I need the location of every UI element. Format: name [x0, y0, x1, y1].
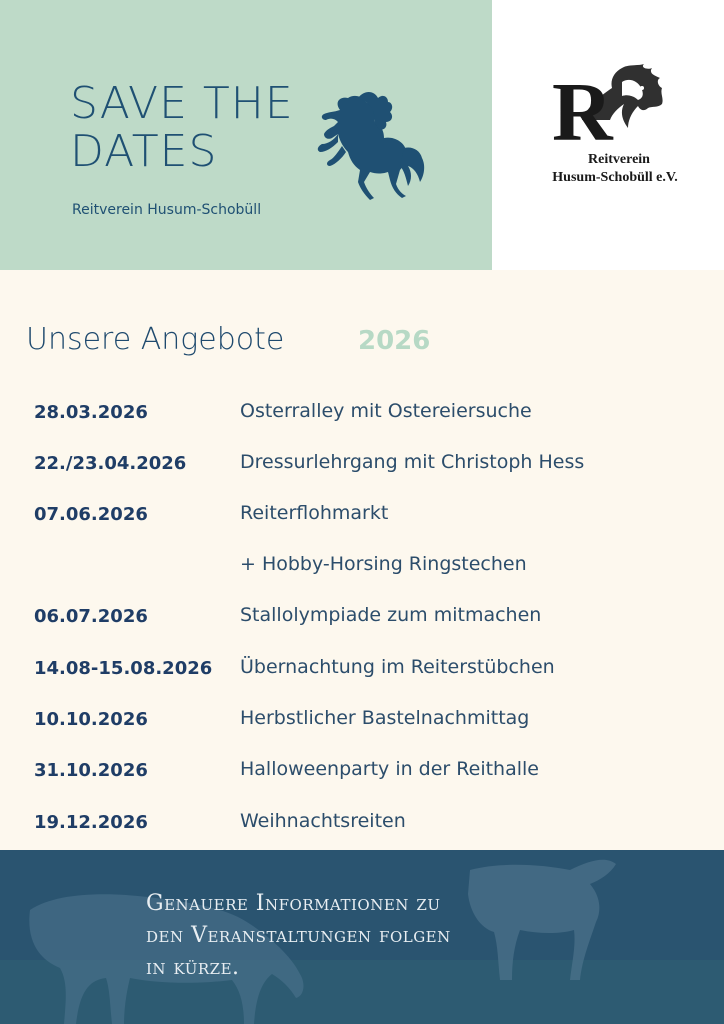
- event-row: [0, 656, 724, 686]
- event-date: 06.07.2026: [34, 606, 148, 627]
- club-logo-icon: [548, 58, 668, 148]
- event-title: + Hobby-Horsing Ringstechen: [240, 553, 527, 575]
- rearing-horse-icon: [308, 88, 433, 206]
- event-row: [0, 758, 724, 788]
- event-title: Herbstlicher Bastelnachmittag: [240, 707, 530, 729]
- event-date: 31.10.2026: [34, 760, 148, 781]
- event-date: 07.06.2026: [34, 504, 148, 525]
- offers-heading: Unsere Angebote: [26, 322, 285, 357]
- event-date: 28.03.2026: [34, 402, 148, 423]
- title-line-2: DATES: [70, 126, 218, 177]
- footer-line-2: den Veranstaltungen folgen: [146, 923, 451, 948]
- event-title: Halloweenparty in der Reithalle: [240, 758, 539, 780]
- event-row: [0, 707, 724, 737]
- event-title: Übernachtung im Reiterstübchen: [240, 656, 555, 678]
- club-subtitle: Reitverein Husum-Schobüll: [72, 202, 262, 218]
- event-row: [0, 553, 724, 583]
- footer-line-1: Genauere Informationen zu: [146, 891, 441, 916]
- footer-line-3: in kürze.: [146, 955, 240, 980]
- event-title: Stallolympiade zum mitmachen: [240, 604, 542, 626]
- event-title: Reiterflohmarkt: [240, 502, 389, 524]
- offers-year: 2026: [358, 326, 431, 356]
- event-date: 19.12.2026: [34, 812, 148, 833]
- event-row: [0, 810, 724, 840]
- save-the-dates-title: [70, 80, 294, 176]
- logo-name-line-2: Husum-Schobüll e.V.: [552, 170, 678, 185]
- logo-name-line-1: Reitverein: [588, 152, 650, 167]
- event-title: Dressurlehrgang mit Christoph Hess: [240, 451, 585, 473]
- event-title: Osterralley mit Ostereiersuche: [240, 400, 532, 422]
- event-row: [0, 502, 724, 532]
- event-row: [0, 400, 724, 430]
- event-date: 22./23.04.2026: [34, 453, 187, 474]
- logo-letter: R: [552, 66, 613, 148]
- event-date: 14.08-15.08.2026: [34, 658, 213, 679]
- event-row: [0, 451, 724, 481]
- event-row: [0, 604, 724, 634]
- event-title: Weihnachtsreiten: [240, 810, 406, 832]
- footer-info-text: [146, 888, 576, 984]
- title-line-1: SAVE THE: [70, 78, 294, 129]
- event-date: 10.10.2026: [34, 709, 148, 730]
